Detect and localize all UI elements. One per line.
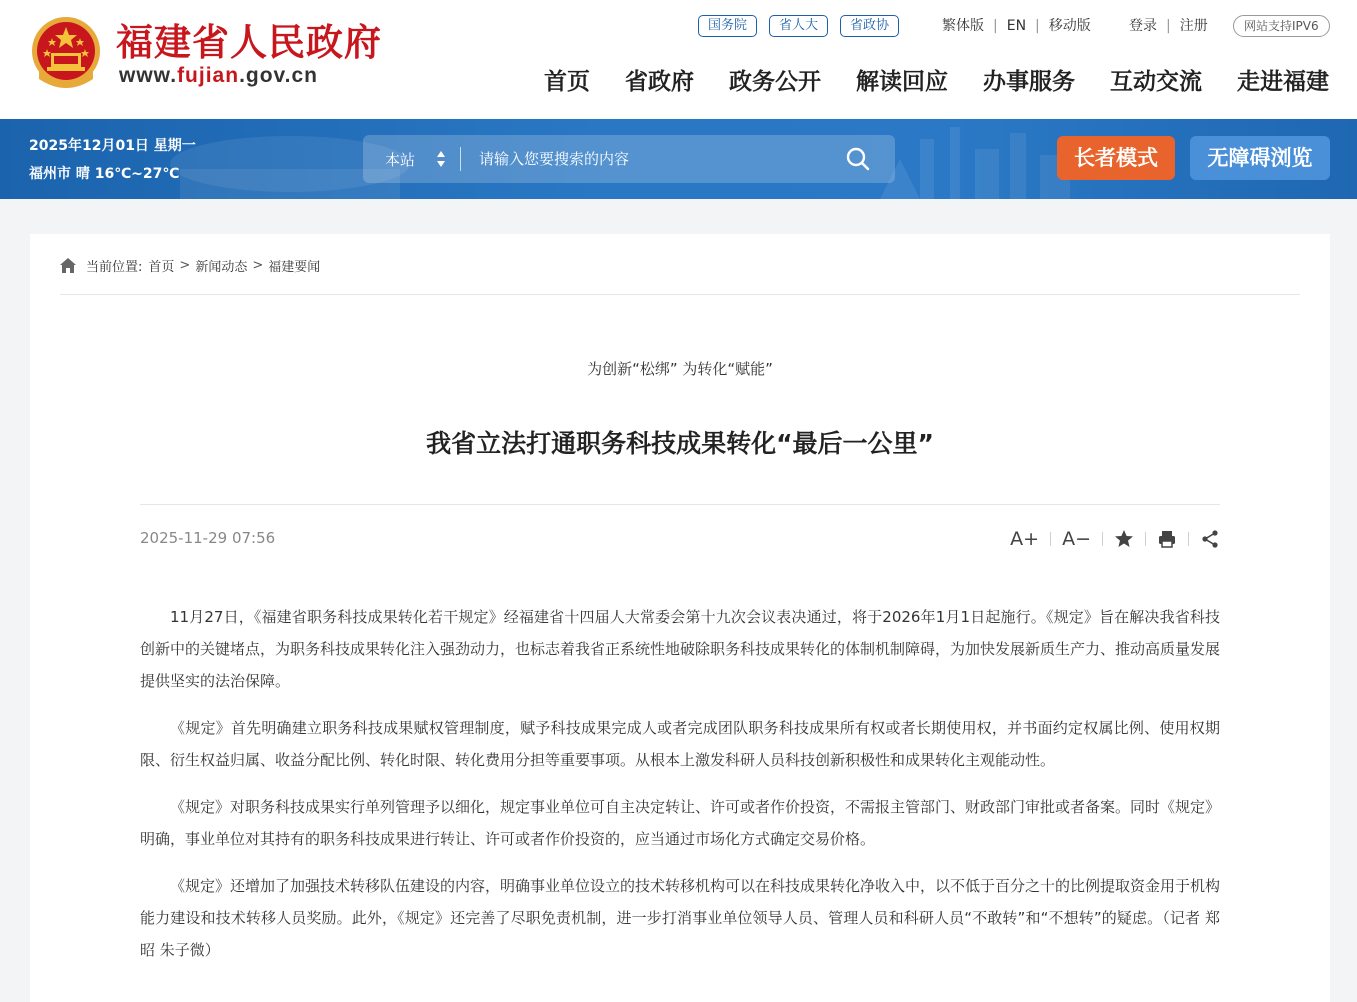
nav-open-affairs[interactable]: 政务公开 bbox=[729, 69, 821, 95]
main-nav bbox=[509, 63, 1329, 96]
ipv6-badge: 网站支持IPV6 bbox=[1233, 15, 1330, 37]
url-suffix: .gov.cn bbox=[239, 64, 319, 87]
site-title[interactable]: 福建省人民政府 bbox=[116, 20, 382, 64]
site-url[interactable] bbox=[119, 64, 318, 88]
search-divider bbox=[460, 147, 461, 171]
nav-services[interactable]: 办事服务 bbox=[983, 69, 1075, 95]
search-scope-select[interactable]: 本站 bbox=[385, 151, 416, 169]
top-links bbox=[698, 14, 911, 38]
share-button[interactable] bbox=[1189, 529, 1220, 549]
nav-interaction[interactable]: 互动交流 bbox=[1110, 69, 1202, 95]
nav-interpretation[interactable]: 解读回应 bbox=[856, 69, 948, 95]
breadcrumb-home[interactable]: 首页 bbox=[148, 259, 175, 275]
print-button[interactable] bbox=[1146, 529, 1188, 549]
auth-links bbox=[1129, 15, 1208, 37]
link-provincial-congress[interactable]: 省人大 bbox=[769, 15, 828, 37]
info-search-band bbox=[0, 119, 1357, 199]
breadcrumb-fujian-news[interactable]: 福建要闻 bbox=[268, 259, 321, 275]
search-input[interactable] bbox=[471, 143, 831, 175]
font-decrease-button[interactable]: A− bbox=[1062, 528, 1091, 550]
article-paragraph: 《规定》对职务科技成果实行单列管理予以细化，规定事业单位可自主决定转让、许可或者作价投资，不需报主管部门、财政部门审批或者备案。同时《规定》明确，事业单位对其持有的职务科技成果进行转让、许可或者作价投资的，应当通过市场化方式确定交易价格。 bbox=[140, 798, 1221, 848]
share-icon bbox=[1200, 529, 1220, 549]
nav-home[interactable]: 首页 bbox=[544, 69, 590, 95]
link-provincial-cppcc[interactable]: 省政协 bbox=[840, 15, 899, 37]
weather-info: 福州市 晴 16℃~27℃ bbox=[29, 166, 180, 182]
login-link[interactable]: 登录 bbox=[1129, 18, 1157, 34]
divider: | bbox=[993, 18, 998, 34]
favorite-button[interactable] bbox=[1103, 529, 1145, 549]
article-paragraph: 《规定》首先明确建立职务科技成果赋权管理制度，赋予科技成果完成人或者完成团队职务科技成果所有权或者长期使用权，并书面约定权属比例、使用权期限、衍生权益归属、收益分配比例、转化时限、转化费用分担等重要事项。从根本上激发科研人员科技创新积极性和成果转化主观能动性。 bbox=[140, 719, 1220, 769]
url-highlight: fujian bbox=[177, 64, 240, 87]
national-emblem-icon[interactable] bbox=[29, 13, 103, 93]
title-divider bbox=[140, 504, 1220, 505]
search-icon[interactable] bbox=[843, 145, 873, 173]
link-state-council[interactable]: 国务院 bbox=[698, 15, 757, 37]
accessible-browse-button[interactable]: 无障碍浏览 bbox=[1190, 136, 1330, 180]
breadcrumb bbox=[60, 255, 320, 275]
url-prefix: www. bbox=[119, 64, 178, 87]
current-date: 2025年12月01日 星期一 bbox=[29, 138, 196, 154]
breadcrumb-separator: > bbox=[179, 257, 191, 273]
article-title: 我省立法打通职务科技成果转化“最后一公里” bbox=[426, 429, 934, 458]
article-tools bbox=[999, 526, 1220, 552]
link-traditional[interactable]: 繁体版 bbox=[942, 18, 984, 34]
font-increase-button[interactable]: A+ bbox=[1010, 528, 1040, 550]
article-paragraph: 《规定》还增加了加强技术转移队伍建设的内容，明确事业单位设立的技术转移机构可以在科技成果转化净收入中，以不低于百分之十的比例提取资金用于机构能力建设和技术转移人员奖励。此外，《规定》还完善了尽职免责机制，进一步打消事业单位领导人员、管理人员和科研人员“不敢转”和“不想转”的疑虑。（记者 郑昭 朱子微） bbox=[140, 877, 1221, 959]
star-icon bbox=[1114, 529, 1134, 549]
divider: | bbox=[1035, 18, 1040, 34]
print-icon bbox=[1157, 529, 1177, 549]
search-bar bbox=[363, 135, 895, 183]
breadcrumb-prefix: 当前位置: bbox=[86, 259, 143, 275]
divider: | bbox=[1166, 18, 1171, 34]
nav-government[interactable]: 省政府 bbox=[625, 69, 694, 95]
site-header bbox=[0, 0, 1357, 119]
language-links bbox=[942, 15, 1091, 37]
link-mobile[interactable]: 移动版 bbox=[1048, 18, 1091, 34]
article-card bbox=[30, 234, 1330, 1002]
link-english[interactable]: EN bbox=[1006, 18, 1027, 34]
elder-mode-button[interactable]: 长者模式 bbox=[1057, 136, 1175, 180]
breadcrumb-separator: > bbox=[252, 257, 264, 273]
home-icon bbox=[60, 258, 76, 273]
article-paragraph: 11月27日，《福建省职务科技成果转化若干规定》经福建省十四届人大常委会第十九次会议表决通过，将于2026年1月1日起施行。《规定》旨在解决我省科技创新中的关键堵点，为职务科技成果转化注入强劲动力，也标志着我省正系统性地破除职务科技成果转化的体制机制障碍，为加快发展新质生产力、推动高质量发展提供坚实的法治保障。 bbox=[140, 608, 1221, 690]
sort-arrows-icon[interactable] bbox=[436, 148, 446, 170]
breadcrumb-news[interactable]: 新闻动态 bbox=[195, 259, 248, 275]
breadcrumb-divider bbox=[60, 294, 1300, 295]
register-link[interactable]: 注册 bbox=[1179, 18, 1208, 34]
article-subtitle: 为创新“松绑” 为转化“赋能” bbox=[587, 360, 773, 378]
publish-date: 2025-11-29 07:56 bbox=[140, 529, 276, 547]
nav-about-fujian[interactable]: 走进福建 bbox=[1237, 69, 1329, 95]
article-body bbox=[140, 601, 1220, 981]
